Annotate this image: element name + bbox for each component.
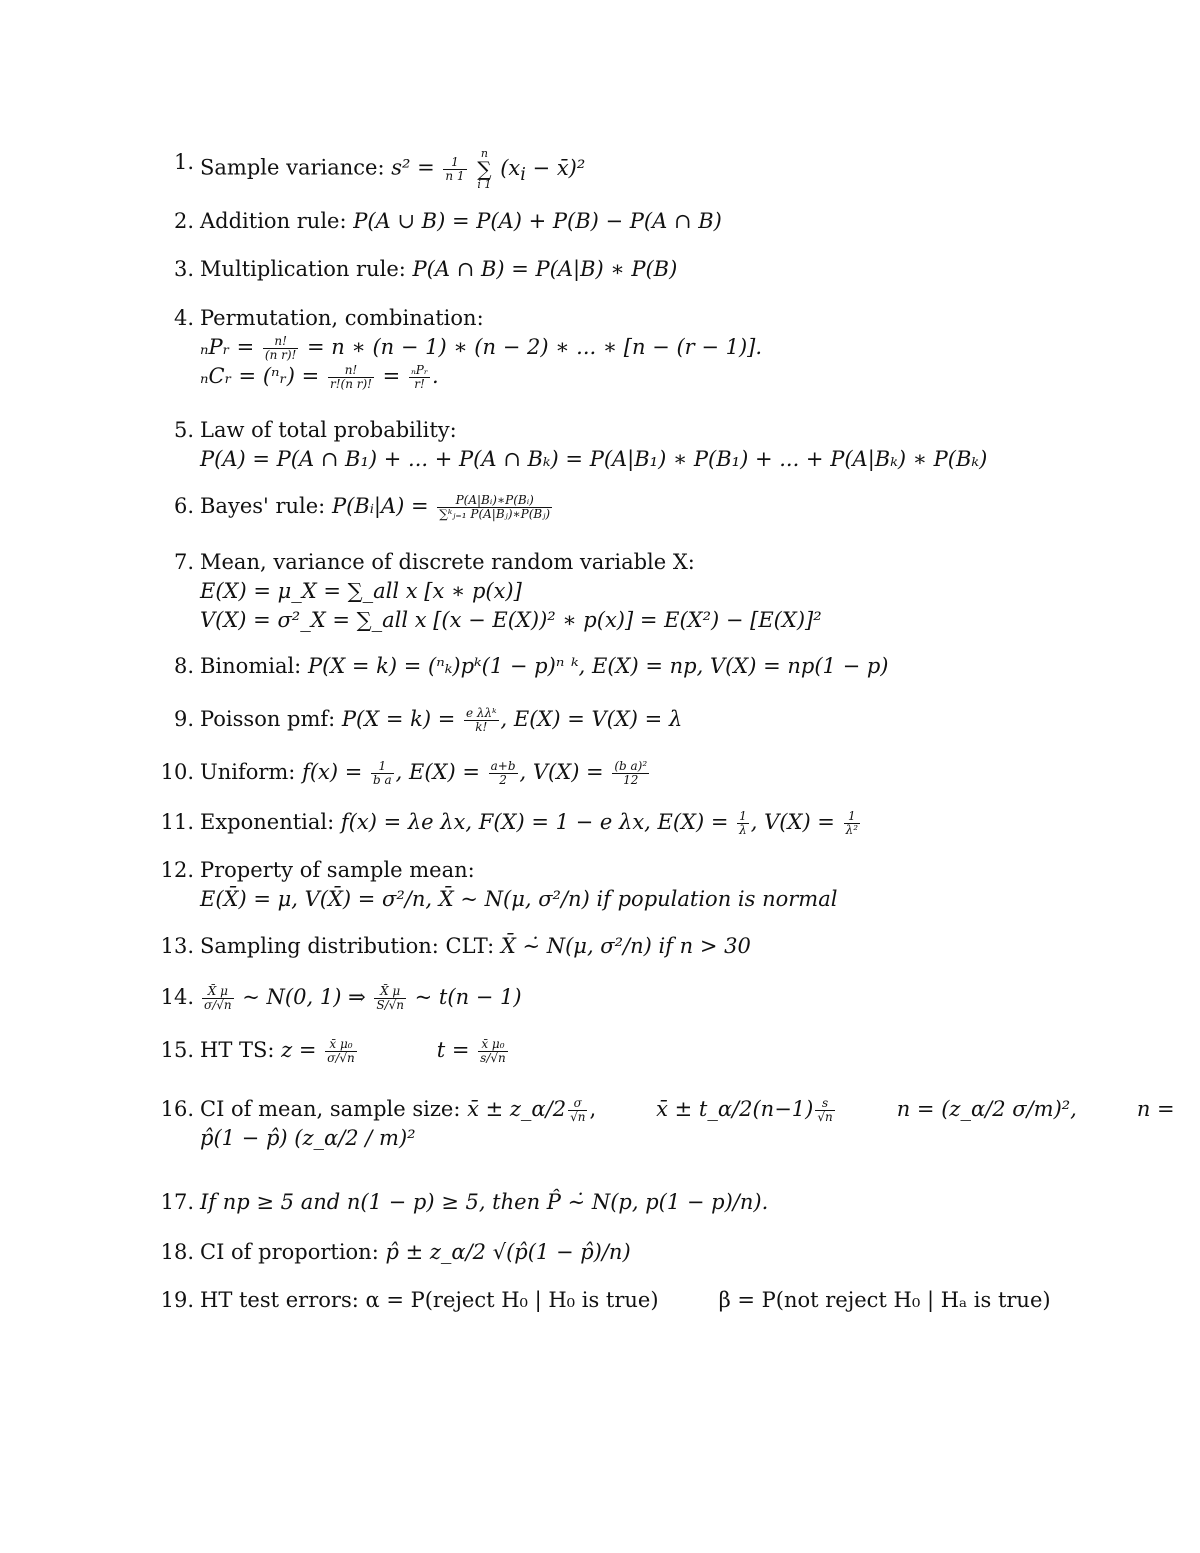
fraction: $\frac{1}{n 1}$ <box>445 154 465 183</box>
item-label: Sampling distribution: CLT: <box>200 934 501 958</box>
formula: X̄ ∼̇ N(μ, σ²/n) if n > 30 <box>500 934 751 958</box>
item-number: 7. <box>173 550 194 574</box>
item-body: HT TS: z = $\frac{\text{x̄ μ₀}}{\sigma/√n}$ t = $\frac{\text{x̄ μ₀}}{s/√n}$ <box>200 1037 506 1065</box>
summation: n ∑ i 1 <box>477 147 492 191</box>
item-label: Binomial: <box>200 654 308 678</box>
fraction: $\frac{1}{\text{λ²}}$ <box>845 809 859 837</box>
item-label: CI of proportion: <box>200 1240 386 1264</box>
fraction: $\frac{\text{P(A|Bᵢ)∗P(Bᵢ)}}{\text{∑ᵏⱼ₌₁ P(A|Bⱼ)∗P(Bⱼ)}}$ <box>439 493 551 521</box>
item-label: Uniform: <box>200 760 303 784</box>
item-body: $\frac{X̄ \mu}{\sigma/√n}$ ~ N(0, 1) ⇒ $\frac{X̄ \mu}{S/√n}$ ~ t(n − 1) <box>204 984 522 1012</box>
item-body: Poisson pmf: P(X = k) = $\frac{\text{e λλᵏ}}{k!}$ , E(X) = V(X) = λ <box>200 706 683 734</box>
combination-formula: ₙCᵣ = (ⁿᵣ) = $\frac{n!}{\text{r!(n r)!}}$ = $\frac{\text{ₙPᵣ}}{r!}$ . <box>200 363 439 391</box>
sample-size-formula: p̂(1 − p̂) (z_α/2 / m)² <box>200 1126 416 1150</box>
item-number: 17. <box>160 1190 194 1214</box>
variance-formula: V(X) = σ²_X = ∑_all x [(x − E(X))² ∗ p(x)] = E(X²) − [E(X)]² <box>200 608 822 632</box>
item-number: 6. <box>173 494 194 518</box>
formula: p̂ ± z_α/2 √(p̂(1 − p̂)/n) <box>385 1240 631 1264</box>
fraction: $\frac{X̄ \mu}{\sigma/√n}$ <box>204 984 232 1012</box>
item-body: Uniform: f(x) = $\frac{1}{\text{b a}}$ , E(X) = $\frac{a+b}{2}$ , V(X) = $\frac{\text{(b a)²}}{12}$ <box>200 759 648 787</box>
item-label: CI of mean, sample size: <box>200 1097 468 1121</box>
item-body <box>200 148 1100 190</box>
item-body: If np ≥ 5 and n(1 − p) ≥ 5, then P̂ ∼̇ N(p, p(1 − p)/n). <box>200 1190 769 1214</box>
item-body <box>200 304 1100 391</box>
item-number: 4. <box>173 306 194 330</box>
fraction: $\frac{1}{\text{b a}}$ <box>373 759 392 787</box>
item-body: CI of mean, sample size: x̄ ± z_α/2 $\frac{\sigma}{√n}$ , x̄ ± t_α/2(n−1) $\frac{s}{√n}$ n = (z_α/2 σ/m)², n = p̂(1 − p̂) (z_α/2 / m)² <box>200 1095 1105 1153</box>
formula: P(A) = P(A ∩ B₁) + ... + P(A ∩ Bₖ) = P(A|B₁) ∗ P(B₁) + ... + P(A|Bₖ) ∗ P(Bₖ) <box>200 447 988 471</box>
formula: P(X = k) = (ⁿₖ)pᵏ(1 − p)ⁿ ᵏ, E(X) = np, V(X) = np(1 − p) <box>307 654 889 678</box>
item-number: 19. <box>160 1288 194 1312</box>
item-label: HT test errors: <box>200 1288 366 1312</box>
item-number: 8. <box>173 654 194 678</box>
item-number: 15. <box>160 1038 194 1062</box>
formula: P(A ∪ B) = P(A) + P(B) − P(A ∩ B) <box>353 209 722 233</box>
item-label: Multiplication rule: <box>200 257 413 281</box>
fraction: $\frac{1}{\lambda}$ <box>739 809 747 837</box>
fraction: $\frac{s}{√n}$ <box>817 1096 833 1124</box>
item-number: 3. <box>173 257 194 281</box>
item-body: Exponential: f(x) = λe λx, F(X) = 1 − e λx, E(X) = $\frac{1}{\lambda}$ , V(X) = $\frac{1}{\text{λ²}}$ <box>200 809 859 837</box>
fraction: $\frac{n!}{\text{r!(n r)!}}$ <box>329 363 372 391</box>
fraction: $\frac{\text{(b a)²}}{12}$ <box>614 759 648 787</box>
item-number: 9. <box>173 707 194 731</box>
formula: E(X̄) = μ, V(X̄) = σ²/n, X̄ ~ N(μ, σ²/n) if population is normal <box>200 887 838 911</box>
item-number: 10. <box>160 760 194 784</box>
formula: β = P(not reject H₀ | Hₐ is true) <box>718 1288 1051 1312</box>
item-body <box>200 416 1100 474</box>
item-label: HT TS: <box>200 1038 282 1062</box>
item-body <box>200 932 1100 961</box>
item-label: Bayes' rule: <box>200 494 332 518</box>
item-label: Property of sample mean: <box>200 858 475 882</box>
item-body <box>200 207 1100 236</box>
permutation-formula: ₙPᵣ = $\frac{n!}{\text{(n r)!}}$ = n ∗ (n − 1) ∗ (n − 2) ∗ ... ∗ [n − (r − 1)]. <box>200 334 763 362</box>
item-label: Addition rule: <box>200 209 354 233</box>
item-number: 12. <box>160 858 194 882</box>
item-label: Permutation, combination: <box>200 306 484 330</box>
item-body <box>200 652 1100 681</box>
formula: P(A ∩ B) = P(A|B) ∗ P(B) <box>412 257 678 281</box>
item-label: Sample variance: <box>200 155 392 180</box>
fraction: $\frac{\text{e λλᵏ}}{k!}$ <box>466 706 497 734</box>
item-body <box>200 1238 1100 1267</box>
item-number: 1. <box>173 150 194 174</box>
item-number: 16. <box>160 1097 194 1121</box>
formula: α = P(reject H₀ | H₀ is true) <box>365 1288 659 1312</box>
fraction: $\frac{a+b}{2}$ <box>490 759 516 787</box>
item-label: Law of total probability: <box>200 418 457 442</box>
item-body: Bayes' rule: P(Bᵢ|A) = $\frac{\text{P(A|Bᵢ)∗P(Bᵢ)}}{\text{∑ᵏⱼ₌₁ P(A|Bⱼ)∗P(Bⱼ)}}$ <box>200 493 551 521</box>
item-label: Exponential: <box>200 810 341 834</box>
item-body <box>200 1286 1100 1315</box>
fraction: $\frac{\text{x̄ μ₀}}{s/√n}$ <box>480 1037 506 1065</box>
item-number: 5. <box>173 418 194 442</box>
item-body <box>200 856 1100 914</box>
item-number: 18. <box>160 1240 194 1264</box>
item-number: 13. <box>160 934 194 958</box>
fraction: $\frac{\text{x̄ μ₀}}{\sigma/√n}$ <box>327 1037 355 1065</box>
fraction: $\frac{\text{ₙPᵣ}}{r!}$ <box>410 363 429 391</box>
fraction: $\frac{\sigma}{√n}$ <box>570 1096 586 1124</box>
item-number: 2. <box>173 209 194 233</box>
item-body <box>200 255 1100 284</box>
mean-formula: E(X) = μ_X = ∑_all x [x ∗ p(x)] <box>200 579 522 603</box>
item-label: Poisson pmf: <box>200 707 342 731</box>
fraction: $\frac{X̄ \mu}{S/√n}$ <box>376 984 404 1012</box>
item-number: 11. <box>160 810 194 834</box>
formula-rhs: ($x_i$ − x̄)² <box>500 155 586 185</box>
fraction: $\frac{n!}{\text{(n r)!}}$ <box>264 334 297 362</box>
item-body <box>200 548 1100 635</box>
formula-lhs: s² = <box>391 155 442 180</box>
item-number: 14. <box>160 985 194 1009</box>
item-label: Mean, variance of discrete random variable X: <box>200 550 695 574</box>
